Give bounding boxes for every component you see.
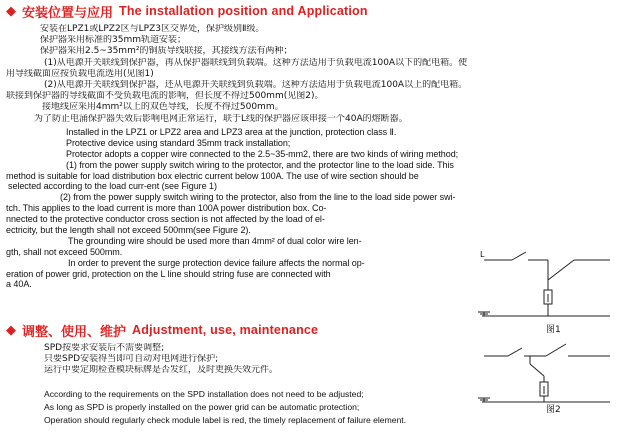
en-line: In order to prevent the surge protection device failure affects the normal op- — [68, 257, 365, 268]
en-line: The grounding wire should be used more than 4mm² of dual color wire len- — [68, 235, 362, 246]
en-line: (1) from the power supply switch wiring to the protector, and the protector line to the load side. This — [66, 159, 454, 170]
en-line: eration of power grid, protection on the L line should string fuse are connected with — [6, 268, 331, 279]
adjustment-en-text — [44, 388, 474, 427]
cn-line: (1)从电源开关联线到保护器，再从保护器联线到负载端。这种方法适用于负载电流100A以下的配电箱。使 — [44, 57, 468, 68]
cn-line: 只要SPD安装得当即可自动对电网进行保护; — [44, 354, 219, 365]
section-installation-heading — [6, 2, 368, 20]
diamond-bullet-icon: ◆ — [6, 3, 16, 19]
en-line: According to the requirements on the SPD installation does not need to be adjusted; — [44, 389, 364, 399]
en-line: method is suitable for load distribution box electric current below 100A. The use of wire section should be — [6, 170, 419, 181]
en-line: ectricity, but the length shall not exceed 500mm(see Figure 2). — [6, 225, 251, 236]
heading-cn: 调整、使用、维护 — [22, 324, 127, 340]
cn-line: 接地线应采用4mm²以上的双色导线，长度不得过500mm。 — [42, 102, 284, 113]
en-line: tch. This applies to the load current is more than 100A power distribution box. Co- — [6, 203, 327, 214]
diamond-bullet-icon: ◆ — [6, 322, 16, 338]
cn-line: 为了防止电涌保护器失效后影响电网正常运行，联于L线的保护器应该串接一个40A的熔断器。 — [34, 113, 408, 124]
en-line: gth, shall not exceed 500mm. — [6, 246, 123, 257]
heading-en: Adjustment, use, maintenance — [132, 323, 319, 337]
figure-1-caption: 图1 — [546, 325, 561, 335]
cn-line: 保护器采用2.5~35mm²的铜质导线联接，其接线方法有两种； — [40, 46, 293, 57]
figure-2-caption: 图2 — [546, 405, 561, 415]
en-line: selected according to the load curr-ent (see Figure 1) — [8, 181, 217, 192]
wiring-diagram-1 — [470, 232, 618, 342]
heading-cn: 安装位置与应用 — [22, 5, 114, 21]
cn-line: 运行中要定期检查模块标牌是否发红，及时更换失效元件。 — [44, 365, 279, 376]
en-line: a 40A. — [6, 279, 32, 290]
cn-line: (2)从电源开关联线到保护器，还从电源开关联线到负载端。这种方法适用于负载电流100A以上的配电箱。 — [44, 79, 468, 90]
heading-en: The installation position and Application — [119, 4, 368, 18]
cn-line: 保护器采用标准的35mm轨道安装； — [40, 35, 186, 46]
wiring-diagram-2 — [470, 330, 618, 420]
en-line: Protector adopts a copper wire connected to the 2.5~35-mm2, there are two kinds of wiring method; — [66, 148, 459, 159]
section-adjustment-heading — [6, 321, 318, 339]
cn-line: 联接到保护器的导线截面不受负载电流的影响，但长度不得过500mm(见图2)。 — [6, 91, 324, 102]
cn-line: 用导线截面应按负载电流选用(见图1) — [6, 68, 154, 79]
wiring-figure-1 — [470, 232, 618, 342]
en-line: Installed in the LPZ1 or LPZ2 area and LPZ3 area at the junction, protection class Ⅱ. — [66, 127, 397, 137]
cn-line: 安装在LPZ1或LPZ2区与LPZ3区交界处，保护级别Ⅱ级。 — [40, 24, 265, 34]
cn-line: SPD按要求安装后不需要调整; — [44, 343, 165, 353]
en-line: Protective device using standard 35mm track installation; — [66, 137, 291, 148]
en-line: (2) from the power supply switch wiring to the protector, also from the line to the load side power swi- — [60, 192, 456, 203]
installation-cn-text — [6, 24, 615, 125]
line-l-label: L — [480, 250, 485, 259]
wiring-figure-2 — [470, 330, 618, 420]
en-line: Operation should regularly check module label is red, the timely replacement of failure element. — [44, 415, 407, 425]
en-line: nnected to the protective conductor cross section is not affected by the load of el- — [6, 214, 325, 225]
en-line: As long as SPD is properly installed on the power grid can be automatic protection; — [44, 402, 360, 412]
